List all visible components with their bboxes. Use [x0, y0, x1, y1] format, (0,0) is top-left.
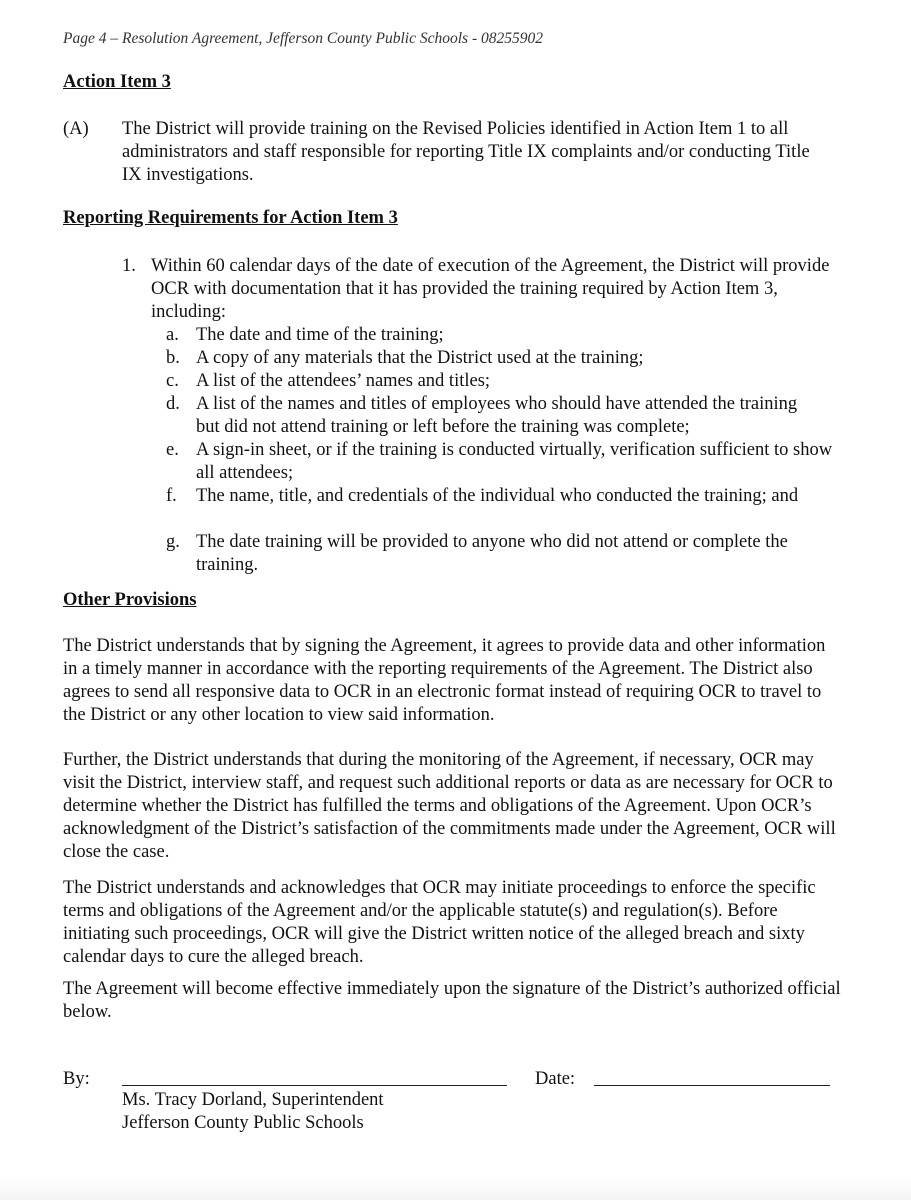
subitem-text: A list of the attendees’ names and titles; [196, 371, 491, 391]
subitem-letter: c. [166, 371, 179, 391]
reporting-heading: Reporting Requirements for Action Item 3 [63, 208, 398, 228]
signature-line [122, 1085, 507, 1086]
subitem-text: The name, title, and credentials of the individual who conducted the training; and [196, 486, 799, 506]
subitem-text: A copy of any materials that the District used at the training; [196, 348, 644, 368]
page-header: Page 4 – Resolution Agreement, Jefferson County Public Schools - 08255902 [63, 30, 543, 47]
page-bottom-edge [0, 1178, 911, 1200]
subitem-letter: a. [166, 325, 179, 345]
provision-paragraph: The District understands that by signing the Agreement, it agrees to provide data and other information in a timely manner in accordance with the reporting requirements of the Agreement. The District also agrees to send all responsive data to OCR in an electronic format instead of requiring OCR to travel to the District or any other location to view said information. [63, 636, 826, 725]
subitem-letter: f. [166, 486, 177, 506]
subitem-letter: b. [166, 348, 180, 368]
subitem-letter: d. [166, 394, 180, 414]
subitem-letter: e. [166, 440, 179, 460]
subitem-text: A list of the names and titles of employees who should have attended the training but did not attend training or left before the training was complete; [196, 394, 798, 437]
provision-paragraph: The Agreement will become effective immediately upon the signature of the District’s authorized official below. [63, 979, 841, 1022]
provision-paragraph: Further, the District understands that during the monitoring of the Agreement, if necessary, OCR may visit the District, interview staff, and request such additional reports or data as are necessary for OCR to determine whether the District has fulfilled the terms and obligations of the Agreement. Upon OCR’s acknowledgment of the District’s satisfaction of the commitments made under the Agreement, OCR will close the case. [63, 750, 836, 862]
subitem-text: The date and time of the training; [196, 325, 444, 345]
subitem-text: The date training will be provided to anyone who did not attend or complete the training. [196, 532, 788, 575]
subitem-letter: g. [166, 532, 180, 552]
signatory-name-title: Ms. Tracy Dorland, Superintendent [122, 1090, 384, 1110]
subitem-text: A sign-in sheet, or if the training is conducted virtually, verification sufficient to show all attendees; [196, 440, 833, 483]
action-item-heading: Action Item 3 [63, 72, 171, 92]
reporting-item-number: 1. [122, 256, 136, 276]
reporting-item-text: Within 60 calendar days of the date of execution of the Agreement, the District will provide OCR with documentation that it has provided the training required by Action Item 3, including: [151, 256, 830, 322]
signatory-organization: Jefferson County Public Schools [122, 1113, 364, 1133]
date-label: Date: [535, 1069, 576, 1089]
action-item-text: The District will provide training on the Revised Policies identified in Action Item 1 to all administrators and staff responsible for reporting Title IX complaints and/or conducting Title IX investigations. [122, 119, 810, 185]
action-item-marker: (A) [63, 119, 89, 139]
provision-paragraph: The District understands and acknowledges that OCR may initiate proceedings to enforce the specific terms and obligations of the Agreement and/or the applicable statute(s) and regulation(s). Before initiating such proceedings, OCR will give the District written notice of the alleged breach and sixty calendar days to cure the alleged breach. [63, 878, 816, 967]
date-line [594, 1085, 830, 1086]
other-provisions-heading: Other Provisions [63, 590, 197, 610]
by-label: By: [63, 1069, 90, 1089]
